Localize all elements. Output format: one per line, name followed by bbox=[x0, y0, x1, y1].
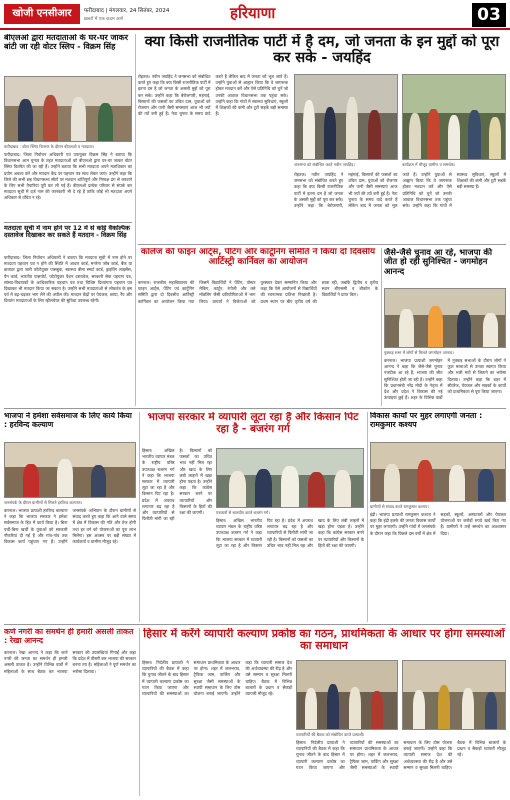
story-text: करनाल। रेखा आनन्द ने कहा कि कर्ण नगरी की जनता का समर्थन ही हमारी असली ताकत है। उन्होंने विभिन्न वार्डों में महिलाओं के साथ बैठक कर भाजपा सरकार की उपलब्धियां गिनाईं और कहा कि प्रदेश में तीसरी बार भाजपा की सरकार बनना तय है। महिलाओं ने पूर्ण समर्थन का भरोसा दिलाया। bbox=[4, 650, 136, 674]
photo-caption: कार्यक्रम में मौजूद ग्रामीण व समर्थक। bbox=[402, 162, 456, 167]
lead-headline: क्या किसी राजनीतिक पार्टी में है दम, जो जनता के इन मुद्दों को पूरा कर सके - जयहिंद bbox=[144, 34, 500, 67]
photo-caption: व्यापारियों की बैठक को संबोधित करते प्रत्याशी। bbox=[296, 732, 365, 737]
photo-caption: जनसभा को संबोधित करते नवीन जयहिंद। bbox=[294, 162, 355, 167]
headline: भाजपा सरकार में व्यापारी लूटा रहा है और किसान पिट रहा है - बजरंग गर्ग bbox=[147, 412, 359, 435]
photo-caption: ग्रामीणों से संवाद करते रामकुमार कश्यप। bbox=[370, 504, 429, 509]
story-text-cont: हिसार। अखिल भारतीय व्यापार मंडल के राष्ट्रीय वरिष्ठ उपाध्यक्ष बजरंग गर्ग ने कहा कि भाजपा सरकार में व्यापारी लूटा जा रहा है और किसान पिट रहा है। प्रदेश में अपराध लगातार बढ़ रहा है और व्यापारियों से फिरौती मांगी जा रही है। किसानों को फसलों का उचित भाव नहीं मिल रहा और खाद के लिए लंबी लाइनों में खड़ा होना पड़ता है। उन्होंने कहा कि कांग्रेस सरकार बनने पर व्यापारियों और किसानों के हितों की रक्षा की जाएगी। bbox=[216, 518, 364, 548]
tagline: ख़बरों में एक कदम आगे bbox=[84, 17, 124, 22]
story-text: करनाल। राजकीय महाविद्यालय की फाइन आर्ट्स, पेंटिंग एवं कार्टूनिंग समिति द्वारा दो दिवसीय आर्टिस्ट्री कार्निवल का आयोजन किया गया जिसमें विद्यार्थियों ने पेंटिंग, पोस्टर मेकिंग, कार्टून, रंगोली और क्ले मॉडलिंग जैसी प्रतियोगिताओं में भाग लिया। प्राचार्य ने विजेताओं को पुरस्कार देकर सम्मानित किया और कहा कि ऐसे आयोजनों से विद्यार्थियों की रचनात्मक प्रतिभा निखरती है। प्रथम स्थान पर बीए तृतीय वर्ष की छात्रा रही, जबकि द्वितीय व तृतीय स्थान बीएससी व बीकॉम के विद्यार्थियों ने प्राप्त किए। bbox=[138, 280, 378, 304]
headline: विकास कार्यों पर मुहर लगाएगी जनता : रामकुमार कश्यप bbox=[370, 412, 483, 429]
headline: मतदाता सूची में नाम होने पर 12 में से कोई वैकल्पिक दस्तावेज दिखाकर कर सकते हैं मतदान - विक्रम सिंह bbox=[4, 225, 130, 240]
story-rekha bbox=[4, 628, 136, 796]
story-voter-slip bbox=[4, 34, 132, 220]
photo-caption: फरीदाबाद : वोटर स्लिप वितरण के दौरान बीएलओ व मतदाता। bbox=[4, 144, 95, 149]
headline: कॉलेज की फाइन आर्ट्स, पेंटिंग और कार्टूनिंग समिति ने किया दो दिवसीय आर्टिस्ट्री कार्निवल का आयोजन bbox=[140, 248, 376, 267]
headline: जैसे-जैसे चुनाव आ रहे, भाजपा की जीत हो रही सुनिश्चित - जगमोहन आनन्द bbox=[384, 248, 493, 276]
story-text: हिसार। निर्दलीय प्रत्याशी ने व्यापारियों की बैठक में कहा कि चुनाव जीतने के बाद हिसार में व्यापारी कल्याण प्रकोष्ठ का गठन किया जाएगा और व्यापारियों की समस्याओं का समाधान प्राथमिकता के आधार पर होगा। शहर में जलभराव, ट्रैफिक जाम, पार्किंग और सुरक्षा जैसी समस्याओं के स्थायी समाधान के लिए ठोस योजना बनाई जाएगी। उन्होंने कहा कि व्यापारी समाज देश की अर्थव्यवस्था की रीढ़ है और उसे सम्मान व सुरक्षा मिलनी चाहिए। बैठक में विभिन्न बाजारों के प्रधान व सैकड़ों व्यापारी मौजूद रहे। bbox=[142, 660, 292, 697]
story-text-cont: हिसार। निर्दलीय प्रत्याशी ने व्यापारियों की बैठक में कहा कि चुनाव जीतने के बाद हिसार में व्यापारी कल्याण प्रकोष्ठ का गठन किया जाएगा और व्यापारियों की समस्याओं का समाधान प्राथमिकता के आधार पर होगा। शहर में जलभराव, ट्रैफिक जाम, पार्किंग और सुरक्षा जैसी समस्याओं के स्थायी समाधान के लिए ठोस योजना बनाई जाएगी। उन्होंने कहा कि व्यापारी समाज देश की अर्थव्यवस्था की रीढ़ है और उसे सम्मान व सुरक्षा मिलनी चाहिए। बैठक में विभिन्न बाजारों के प्रधान व सैकड़ों व्यापारी मौजूद रहे। bbox=[296, 740, 506, 770]
story-college-carnival bbox=[138, 248, 378, 406]
section-title: हरियाणा bbox=[230, 4, 276, 22]
story-hisar bbox=[142, 628, 506, 796]
story-text: हिसार। अखिल भारतीय व्यापार मंडल के राष्ट्रीय वरिष्ठ उपाध्यक्ष बजरंग गर्ग ने कहा कि भाजपा सरकार में व्यापारी लूटा जा रहा है और किसान पिट रहा है। प्रदेश में अपराध लगातार बढ़ रहा है और व्यापारियों से फिरौती मांगी जा रही है। किसानों को फसलों का उचित भाव नहीं मिल रहा और खाद के लिए लंबी लाइनों में खड़ा होना पड़ता है। उन्होंने कहा कि कांग्रेस सरकार बनने पर व्यापारियों और किसानों के हितों की रक्षा की जाएगी। bbox=[142, 448, 212, 522]
story-voter-documents bbox=[4, 225, 132, 405]
headline: कर्ण नगरी का समर्थन ही हमारी असली ताकत : रेखा आनन्द bbox=[4, 628, 134, 645]
story-text: इंद्री। भाजपा प्रत्याशी रामकुमार कश्यप ने कहा कि इंद्री हलके की जनता विकास कार्यों पर मुहर लगाएगी। उन्होंने गांवों में जनसंपर्क के दौरान कहा कि पिछले दस वर्षों में क्षेत्र में सड़कों, स्कूलों, अस्पतालों और पेयजल योजनाओं पर करोड़ों रुपये खर्च किए गए हैं। ग्रामीणों ने उन्हें समर्थन का आश्वासन दिया। bbox=[370, 512, 506, 536]
photo-caption: पत्रकारों से बातचीत करते बजरंग गर्ग। bbox=[216, 510, 270, 515]
photo bbox=[384, 288, 506, 348]
photo bbox=[370, 442, 506, 502]
story-vikas bbox=[370, 412, 506, 622]
photo bbox=[296, 660, 398, 730]
page-number: 03 bbox=[472, 3, 506, 27]
story-harvind bbox=[4, 412, 136, 622]
photo-caption: नुक्कड़ सभा में लोगों से मिलते जगमोहन आनन्द। bbox=[384, 350, 454, 355]
lead-story-text-cont: रोहतक। नवीन जयहिंद ने जनसभा को संबोधित करते हुए कहा कि क्या किसी राजनीतिक पार्टी में इतना दम है जो जनता के असली मुद्दों को पूरा कर सके। उन्होंने कहा कि बेरोजगारी, महंगाई, किसानों की फसलों का उचित दाम, युवाओं को रोजगार और पानी जैसी समस्याएं आज भी ज्यों की त्यों बनी हुई हैं। नेता चुनाव के समय वादे करते हैं लेकिन बाद में जनता को भूल जाते हैं। उन्होंने युवाओं से आह्वान किया कि वे जागरूक होकर मतदान करें और ऐसे प्रतिनिधि को चुनें जो उनकी आवाज़ विधानसभा तक पहुंचा सके। उन्होंने कहा कि गांवों में स्वास्थ्य सुविधाएं, स्कूलों में शिक्षकों की कमी और टूटी सड़कें बड़ी समस्या हैं। bbox=[294, 172, 506, 209]
photo bbox=[4, 442, 136, 498]
photo-meeting bbox=[402, 660, 506, 730]
lead-photo-main bbox=[294, 74, 398, 160]
photo bbox=[4, 76, 132, 142]
story-text: करनाल। भाजपा प्रत्याशी जगमोहन आनन्द ने कहा कि जैसे-जैसे चुनाव नजदीक आ रहे हैं, भाजपा की जीत सुनिश्चित होती जा रही है। उन्होंने कहा कि प्रधानमंत्री नरेंद्र मोदी के नेतृत्व में देश और प्रदेश ने विकास की नई ऊंचाइयां छुई हैं। शहर के विभिन्न वार्डों में नुक्कड़ सभाओं के दौरान लोगों ने फूल मालाओं से उनका स्वागत किया और भारी मतों से जिताने का भरोसा दिलाया। उन्होंने कहा कि शहर में सीवरेज, पेयजल और सड़कों के कार्यों को प्राथमिकता से पूरा किया जाएगा। bbox=[384, 358, 506, 401]
issue-date: फरीदाबाद | मंगलवार, 24 सितंबर, 2024 bbox=[84, 8, 170, 14]
masthead bbox=[0, 0, 510, 30]
story-text-more: उन्होंने कहा कि जिले की सभी छह विधानसभा सीटों पर मतदान शांतिपूर्ण और निष्पक्ष ढंग से करवाने के लिए सभी तैयारियां पूरी कर ली गई हैं। बीएलओ प्रत्येक परिवार से संपर्क कर मतदाता सूची में दर्ज नाम की जानकारी भी दे रहे हैं ताकि कोई भी मतदाता अपने अधिकार से वंचित न रहे। bbox=[4, 170, 132, 201]
story-jagmohan bbox=[384, 248, 506, 406]
photo bbox=[216, 448, 364, 508]
headline: बीएलओ द्वारा मतदाताओं के घर-घर जाकर बांटी जा रही वोटर स्लिप - विक्रम सिंह bbox=[4, 34, 128, 51]
lead-photo-crowd bbox=[402, 74, 506, 160]
headline: भाजपा ने हमेशा सर्वसमाज के लिए कार्य किया : हरविन्द कल्याण bbox=[4, 412, 132, 429]
lead-story-text: रोहतक। नवीन जयहिंद ने जनसभा को संबोधित करते हुए कहा कि क्या किसी राजनीतिक पार्टी में इतना दम है जो जनता के असली मुद्दों को पूरा कर सके। उन्होंने कहा कि बेरोजगारी, महंगाई, किसानों की फसलों का उचित दाम, युवाओं को रोजगार और पानी जैसी समस्याएं आज भी ज्यों की त्यों बनी हुई हैं। नेता चुनाव के समय वादे करते हैं लेकिन बाद में जनता को भूल जाते हैं। उन्होंने युवाओं से आह्वान किया कि वे जागरूक होकर मतदान करें और ऐसे प्रतिनिधि को चुनें जो उनकी आवाज़ विधानसभा तक पहुंचा सके। उन्होंने कहा कि गांवों में स्वास्थ्य सुविधाएं, स्कूलों में शिक्षकों की कमी और टूटी सड़कें बड़ी समस्या हैं। bbox=[138, 74, 288, 117]
story-text: करनाल। भाजपा प्रत्याशी हरविन्द कल्याण ने कहा कि भाजपा सरकार ने हमेशा सर्वसमाज के हित में कार्य किया है। बिना पर्ची-बिना खर्ची के युवाओं को सरकारी नौकरियां दी गई हैं और गांव-गांव तक विकास कार्य पहुंचाए गए हैं। उन्होंने जनसंपर्क अभियान के दौरान ग्रामीणों से संवाद करते हुए कहा कि आने वाले समय में क्षेत्र में विकास की गति और तेज होगी तथा हर वर्ग को योजनाओं का पूरा लाभ मिलेगा। इस अवसर पर बड़ी संख्या में कार्यकर्ता व ग्रामीण मौजूद रहे। bbox=[4, 508, 136, 545]
newspaper-logo: खोजी एनसीआर bbox=[4, 4, 80, 24]
story-text: फरीदाबाद। जिला निर्वाचन अधिकारी ने बताया कि मतदाता सूची में नाम होने पर मतदाता पहचान पत्र न होने की स्थिति में आधार कार्ड, मनरेगा जॉब कार्ड, बैंक या डाकघर द्वारा जारी फोटोयुक्त पासबुक, स्वास्थ्य बीमा स्मार्ट कार्ड, ड्राइविंग लाइसेंस, पैन कार्ड, भारतीय पासपोर्ट, फोटोयुक्त पेंशन दस्तावेज, सरकारी सेवा पहचान पत्र, सांसद-विधायकों के आधिकारिक पहचान पत्र तथा विशिष्ट दिव्यांगता पहचान पत्र दिखाकर भी मतदान किया जा सकता है। उन्होंने सभी मतदाताओं से लोकतंत्र के इस पर्व में बढ़-चढ़कर भाग लेने की अपील की। मतदान केंद्रों पर पेयजल, छाया, रैंप और दिव्यांग मतदाताओं के लिए व्हीलचेयर की सुविधा उपलब्ध रहेगी। bbox=[4, 255, 132, 304]
headline: हिसार में करेंगे व्यापारी कल्याण प्रकोष्ठ का गठन, प्राथमिकता के आधार पर होगा समस्याओं का समाधान bbox=[143, 628, 505, 653]
lead-story bbox=[138, 34, 506, 242]
story-bajrang bbox=[142, 412, 364, 622]
photo-caption: जनसंपर्क के दौरान ग्रामीणों से मिलते हरविन्द कल्याण। bbox=[4, 500, 83, 505]
story-text: फरीदाबाद। जिला निर्वाचन अधिकारी एवं उपायुक्त विक्रम सिंह ने बताया कि विधानसभा आम चुनाव के तहत मतदाताओं को बीएलओ द्वारा घर-घर जाकर वोटर स्लिप वितरित की जा रही हैं। उन्होंने बताया कि सभी मतदाता अपने मताधिकार का प्रयोग अवश्य करें और मतदान केंद्र पर पहचान पत्र साथ लेकर जाएं। bbox=[4, 152, 132, 176]
